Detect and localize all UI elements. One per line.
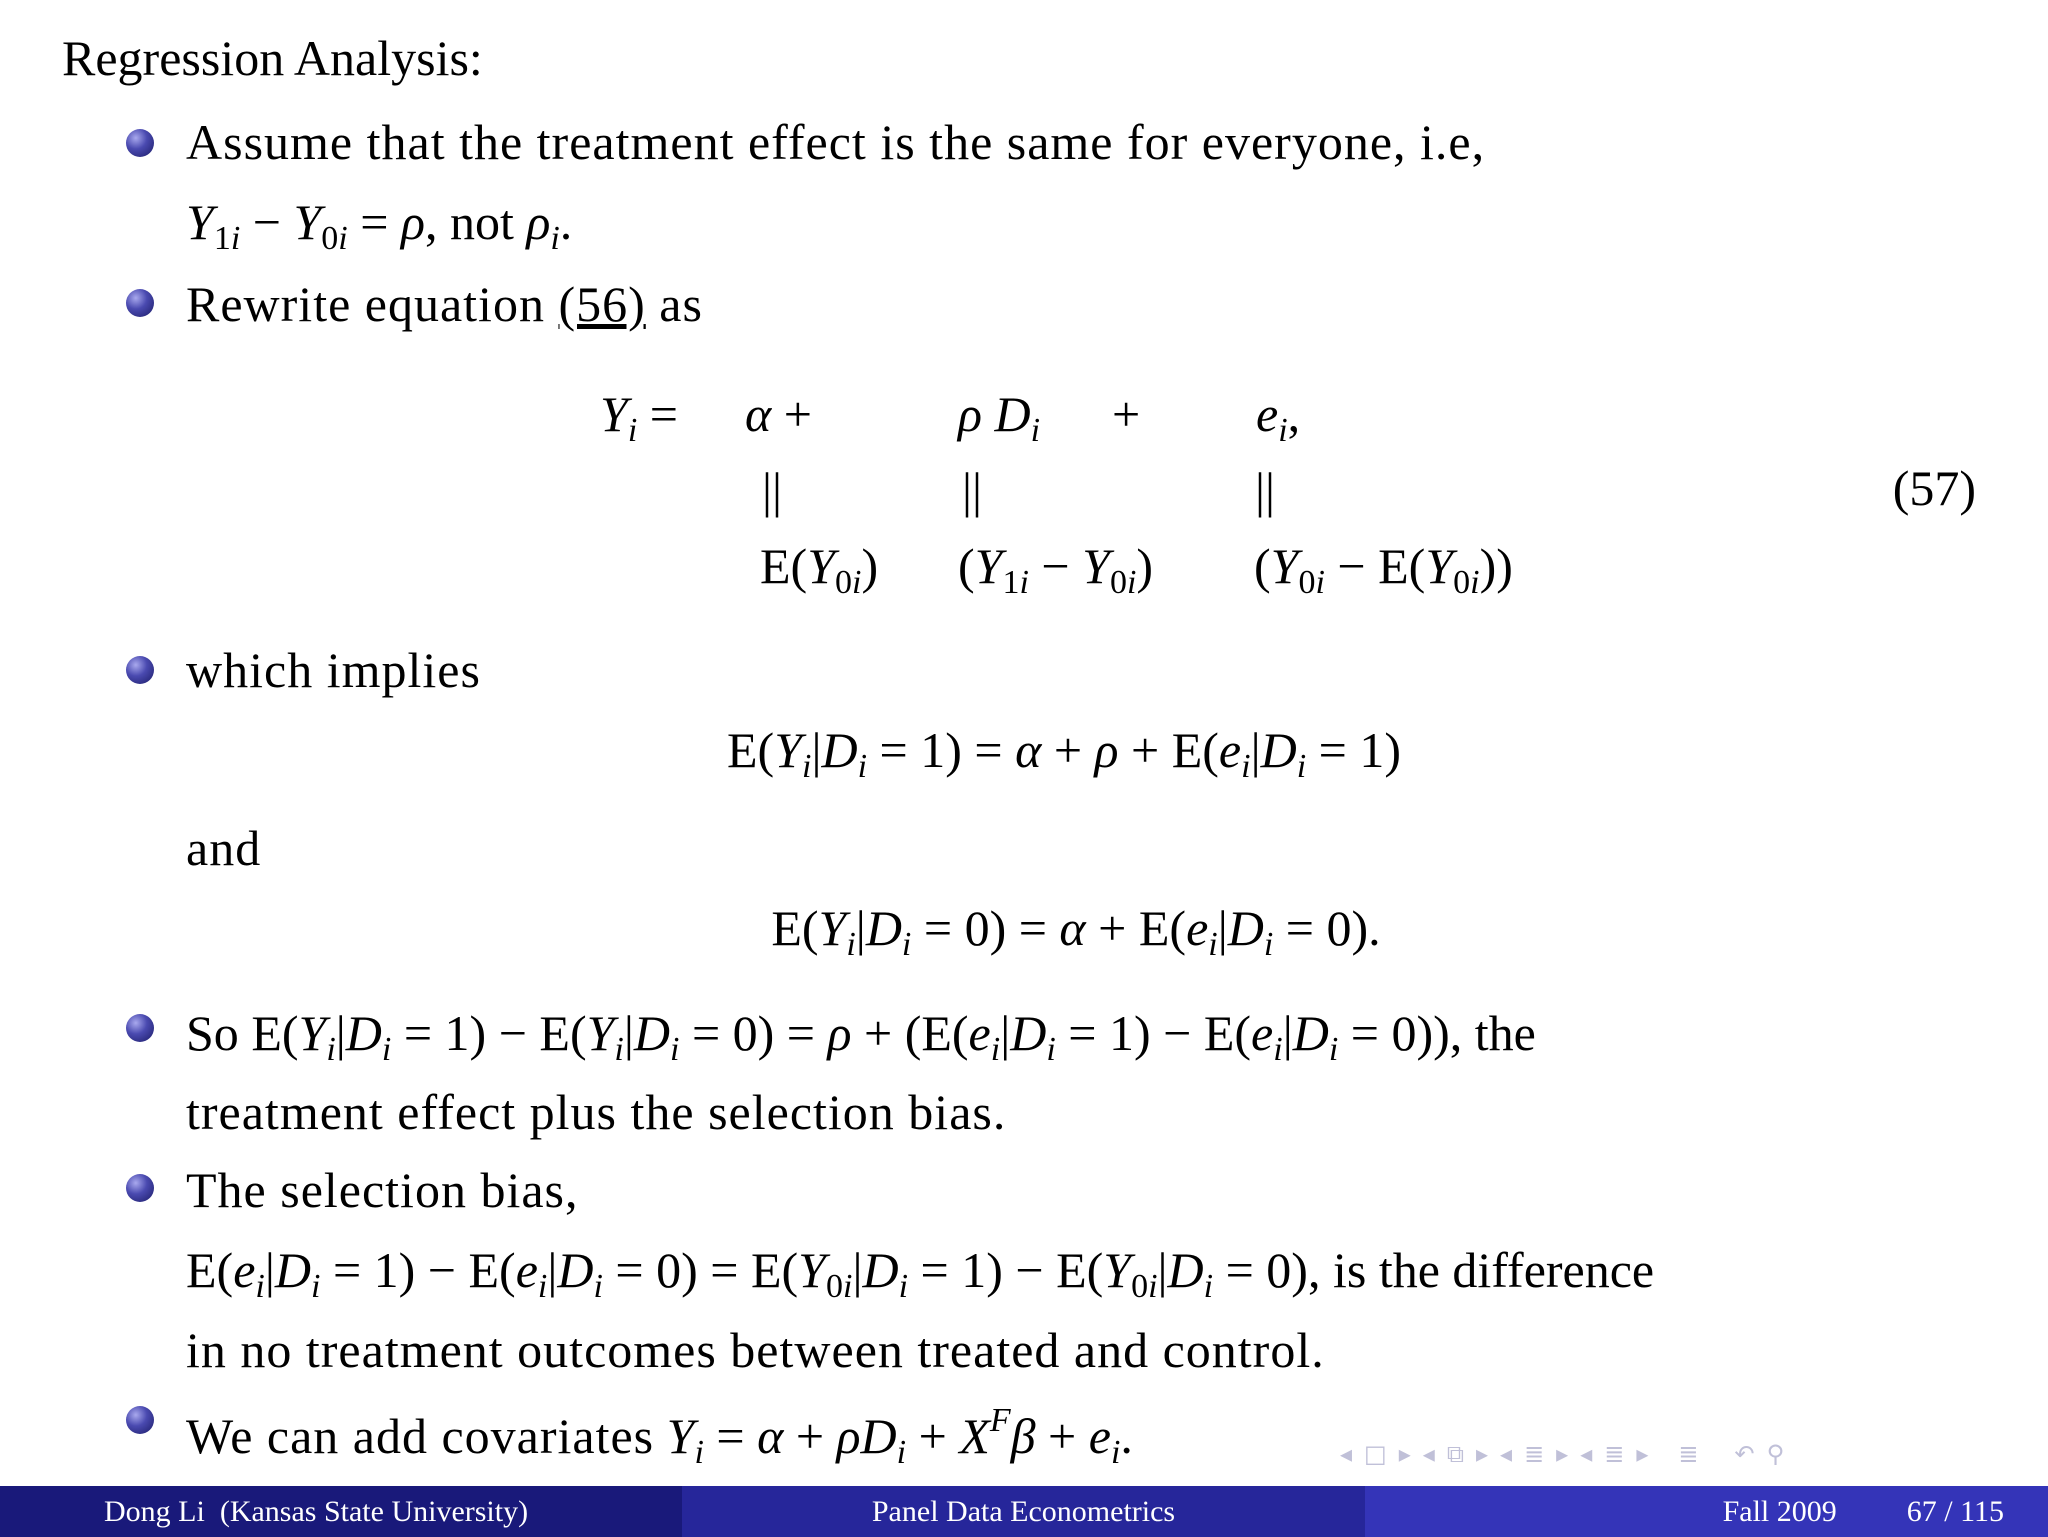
the-text: , the bbox=[1449, 1005, 1536, 1061]
bullet-1-text: Assume that the treatment effect is the same for everyone, i.e, bbox=[186, 114, 1486, 170]
eq57-ey0: $E(Y_{0i})$ bbox=[760, 538, 879, 601]
as-text: as bbox=[659, 276, 703, 332]
rewrite-text: Rewrite equation bbox=[186, 276, 545, 332]
nav-right-icon[interactable]: ▸ bbox=[1556, 1440, 1569, 1468]
bullet-marker bbox=[126, 1014, 154, 1042]
navigation-bar bbox=[1340, 1434, 2040, 1474]
bullet-5-line2: $E(e_i|D_i = 1) - E(e_i|D_i = 0) = E(Y_{0i}|D_i = 1) - E(Y_{0i}|D_i = 0)$, is the difference bbox=[186, 1242, 1655, 1305]
search-icon[interactable]: ↶ bbox=[1734, 1440, 1755, 1468]
bullet-3-text: which implies bbox=[186, 642, 481, 698]
bullet-1-math: $Y_{1i} - Y_{0i} = \rho$, not $\rho_i$. bbox=[186, 194, 573, 257]
eq57-diff: $(Y_{1i} - Y_{0i})$ bbox=[958, 538, 1154, 601]
difference-text: , is the difference bbox=[1307, 1242, 1655, 1298]
nav-right-icon[interactable]: ▸ bbox=[1475, 1440, 1489, 1468]
implies-eq2: $E(Y_i|D_i = 0) = \alpha + E(e_i|D_i = 0)$. bbox=[771, 900, 1381, 963]
footer-date: Fall 2009 bbox=[1722, 1494, 1837, 1528]
eq57-plus: + bbox=[1112, 386, 1141, 442]
nav-right-icon[interactable]: ▸ bbox=[1398, 1440, 1411, 1468]
bullet-5-line1: The selection bias, bbox=[186, 1162, 579, 1218]
covariates-text: We can add covariates bbox=[186, 1408, 655, 1464]
eq57-err: $(Y_{0i} - E(Y_{0i}))$ bbox=[1254, 538, 1513, 601]
bullet-2-text bbox=[186, 264, 703, 344]
bullet-marker bbox=[126, 1406, 154, 1434]
footer-author: Dong Li (Kansas State University) bbox=[0, 1486, 682, 1537]
eq57-bar: || bbox=[1255, 462, 1276, 518]
eq57-lhs: $Y_i$ = bbox=[600, 386, 678, 449]
eq57-alpha: α + bbox=[745, 386, 812, 442]
bullet-marker bbox=[126, 656, 154, 684]
frame-title: Regression Analysis: bbox=[62, 30, 483, 86]
bullet-marker bbox=[126, 1174, 154, 1202]
section-icon[interactable]: ≣ bbox=[1524, 1440, 1545, 1468]
nav-left-icon[interactable]: ◂ bbox=[1340, 1440, 1353, 1468]
list-icon[interactable]: ≣ bbox=[1604, 1440, 1625, 1468]
page-number: 67 / 115 bbox=[1906, 1494, 2004, 1528]
nav-left-icon[interactable]: ◂ bbox=[1422, 1440, 1435, 1468]
nav-right-icon[interactable]: ▸ bbox=[1636, 1440, 1649, 1468]
footer bbox=[0, 1486, 2048, 1537]
eq57-e: $e_i$, bbox=[1256, 386, 1301, 449]
nav-left-icon[interactable]: ◂ bbox=[1580, 1440, 1593, 1468]
bullet-4-line2: treatment effect plus the selection bias. bbox=[186, 1084, 1007, 1140]
bullet-marker bbox=[126, 289, 154, 317]
footer-right bbox=[1365, 1486, 2048, 1537]
equation-number: (57) bbox=[1892, 460, 1976, 516]
bullet-marker bbox=[126, 129, 154, 157]
bullet-6-text: We can add covariates $Y_i = \alpha + \rho D_i + X^F\beta + e_i$. bbox=[186, 1402, 1133, 1471]
bullet-5-line3: in no treatment outcomes between treated and control. bbox=[186, 1322, 1325, 1378]
eq57-bar: || bbox=[762, 462, 783, 518]
frame-icon[interactable]: □ bbox=[1364, 1440, 1387, 1468]
appendix-icon[interactable]: ≣ bbox=[1678, 1440, 1699, 1468]
implies-eq1: $E(Y_i|D_i = 1) = \alpha + \rho + E(e_i|D_i = 1)$ bbox=[726, 722, 1402, 785]
eq57-bar: || bbox=[962, 462, 983, 518]
nav-left-icon[interactable]: ◂ bbox=[1500, 1440, 1513, 1468]
zoom-icon[interactable]: ⚲ bbox=[1766, 1440, 1785, 1468]
eq57-rho: ρ $D_i$ bbox=[958, 386, 1041, 449]
and-text: and bbox=[186, 820, 262, 876]
equation-ref-link[interactable]: (56) bbox=[558, 276, 646, 332]
not-text: , not bbox=[424, 194, 514, 250]
subsection-icon[interactable]: ⧉ bbox=[1446, 1440, 1464, 1468]
bullet-4-line1: So $E(Y_i|D_i = 1) - E(Y_i|D_i = 0) = \rho + (E(e_i|D_i = 1) - E(e_i|D_i = 0))$, the bbox=[186, 1005, 1536, 1068]
so-text: So bbox=[186, 1005, 239, 1061]
footer-title: Panel Data Econometrics bbox=[682, 1486, 1365, 1537]
